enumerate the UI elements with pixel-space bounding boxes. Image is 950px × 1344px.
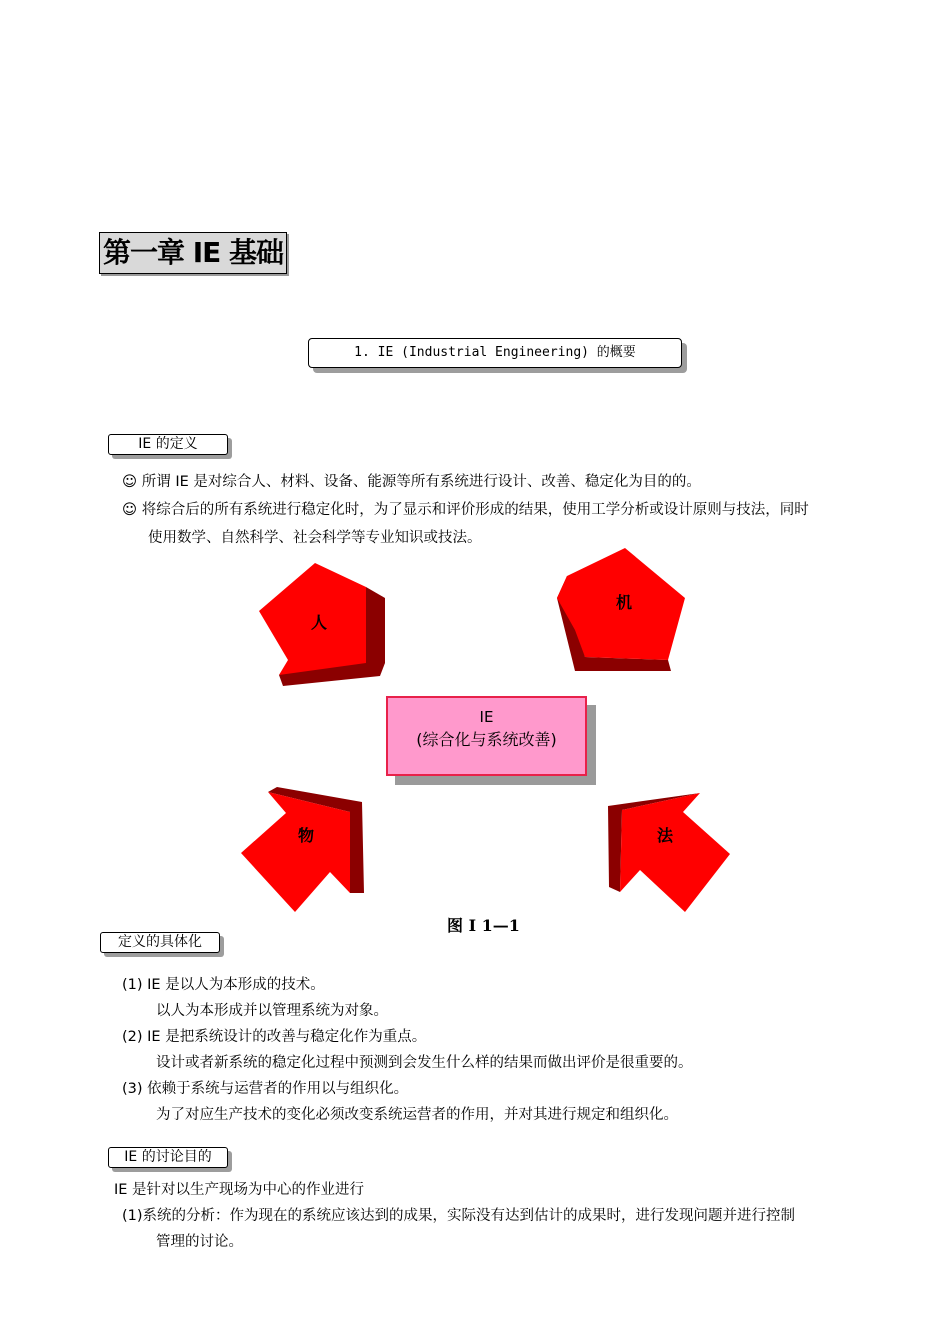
definition-line-3: 使用数学、自然科学、社会科学等专业知识或技法。 (148, 530, 482, 546)
arrow-method (608, 793, 730, 912)
item-3-main: (3) 依赖于系统与运营者的作用以与组织化。 (122, 1081, 409, 1097)
arrow-label-object: 物 (298, 826, 315, 845)
item-1-sub: 以人为本形成并以管理系统为对象。 (156, 1003, 388, 1019)
purpose-item-1-line-2: 管理的讨论。 (156, 1234, 243, 1250)
item-2-sub: 设计或者新系统的稳定化过程中预测到会发生什么样的结果而做出评价是很重要的。 (156, 1055, 693, 1071)
ie-center-subtitle: (综合化与系统改善) (416, 730, 557, 749)
concretization-tag: 定义的具体化 (100, 932, 220, 953)
arrow-label-machine: 机 (616, 593, 633, 612)
arrow-label-person: 人 (311, 613, 328, 632)
item-3-sub: 为了对应生产技术的变化必须改变系统运营者的作用，并对其进行规定和组织化。 (156, 1107, 678, 1123)
arrow-object (241, 787, 364, 912)
item-2-main: (2) IE 是把系统设计的改善与稳定化作为重点。 (122, 1029, 427, 1045)
ie-center-title: IE (479, 708, 494, 726)
section-title: 1. IE (Industrial Engineering) 的概要 (308, 338, 682, 368)
item-1-main: (1) IE 是以人为本形成的技术。 (122, 977, 325, 993)
definition-tag: IE 的定义 (108, 434, 228, 455)
purpose-intro: IE 是针对以生产现场为中心的作业进行 (114, 1182, 365, 1198)
arrow-label-method: 法 (657, 826, 674, 845)
purpose-tag: IE 的讨论目的 (108, 1147, 228, 1168)
definition-line-1: ☺ 所谓 IE 是对综合人、材料、设备、能源等所有系统进行设计、改善、稳定化为目的的。 (122, 474, 701, 490)
figure-caption: 图 I 1—1 (447, 916, 520, 935)
chapter-title: 第一章 IE 基础 (99, 232, 287, 274)
definition-line-2: ☺ 将综合后的所有系统进行稳定化时，为了显示和评价形成的结果，使用工学分析或设计原则与技法，同时 (122, 502, 809, 518)
purpose-item-1-line-1: (1)系统的分析：作为现在的系统应该达到的成果，实际没有达到估计的成果时，进行发现问题并进行控制 (122, 1208, 796, 1224)
ie-center-box (386, 696, 587, 776)
